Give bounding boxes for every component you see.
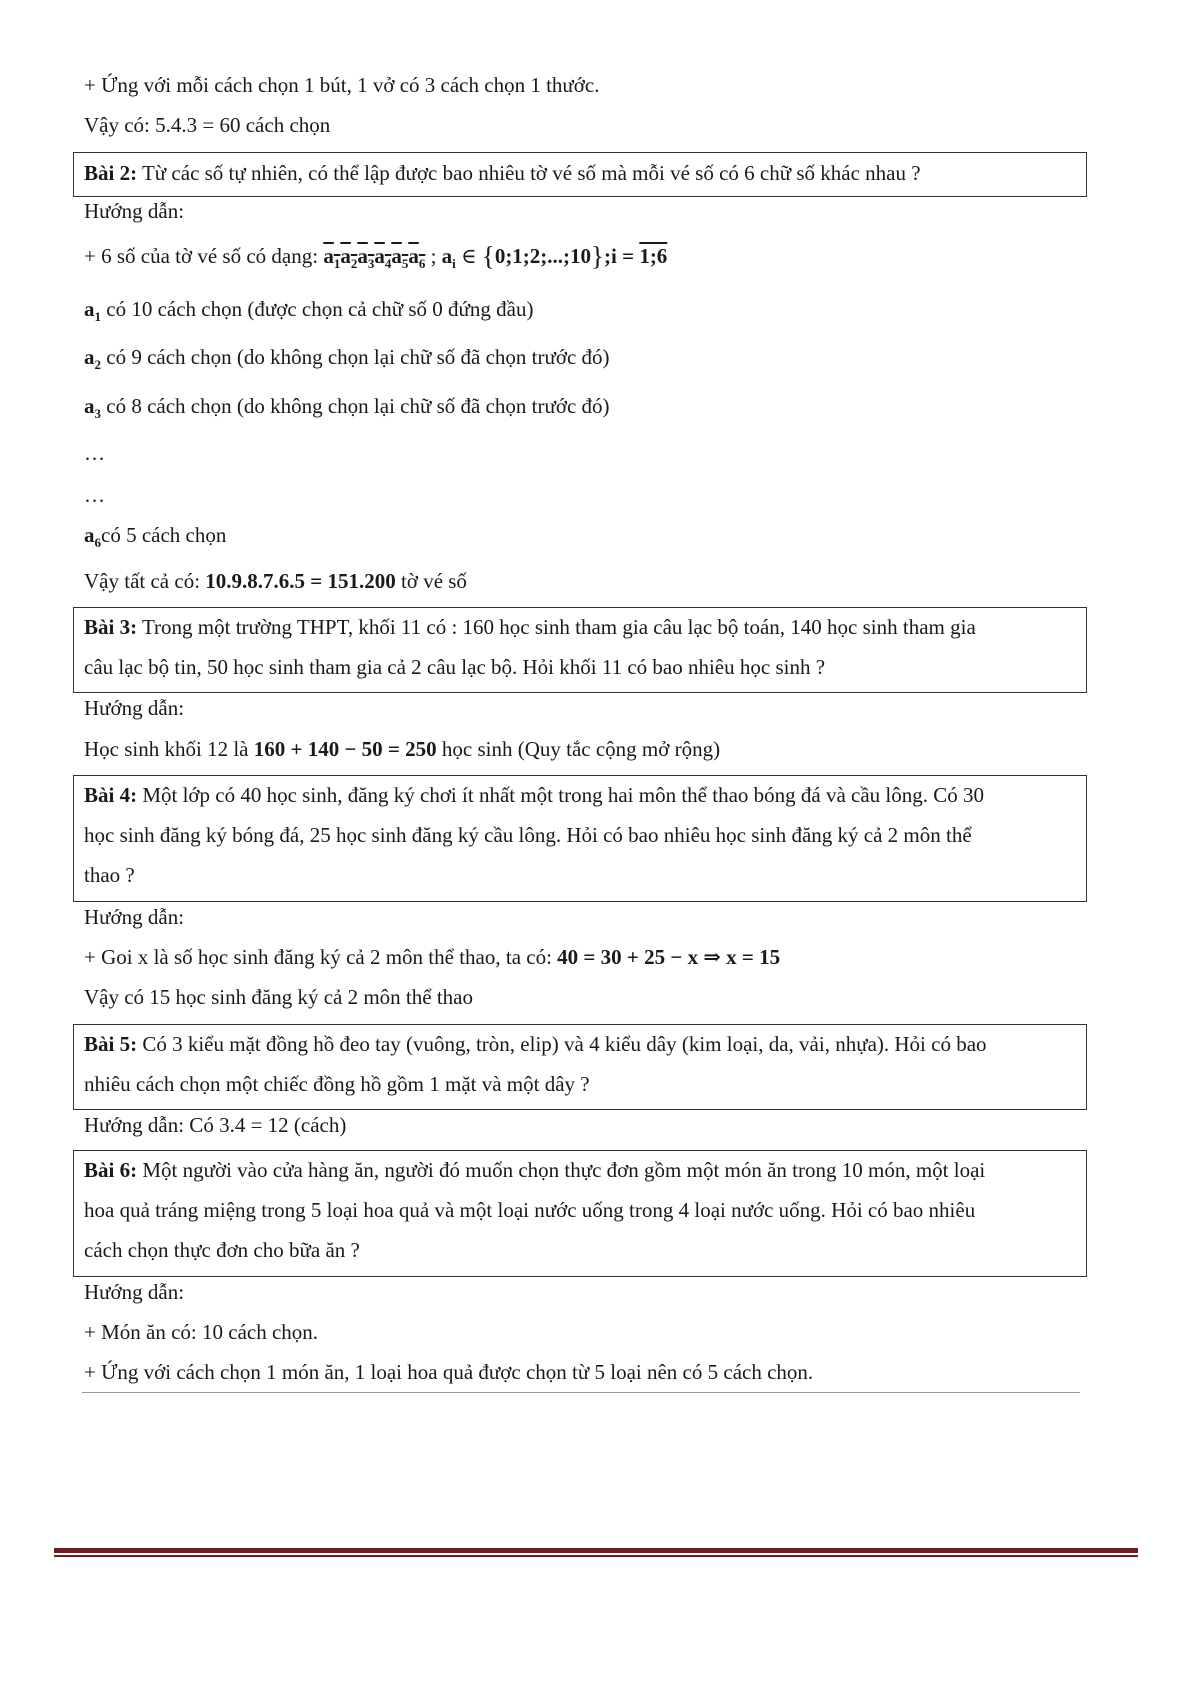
text-span: có 8 cách chọn (do không chọn lại chữ số đã chọn trước đó) [106,394,610,418]
text-span: + Goi x là số học sinh đăng ký cả 2 môn thể thao, ta có: [84,945,558,969]
problem-body: Có 3 kiểu mặt đồng hồ đeo tay (vuông, tròn, elip) và 4 kiểu dây (kim loại, da, vải, nhựa). Hỏi có bao [137,1032,987,1056]
text-line: + Món ăn có: 10 cách chọn. [84,1320,319,1344]
footer-rule [54,1548,1138,1553]
solution-heading: Hướng dẫn: Có 3.4 = 12 (cách) [84,1113,347,1137]
text-span: tờ vé số [395,569,467,593]
math-expr: 160 + 140 − 50 = 250 [253,737,437,761]
solution-heading: Hướng dẫn: [84,1280,185,1304]
footer-rule-thin [54,1555,1138,1557]
problem-label: Bài 3: [84,615,138,639]
problem-text: học sinh đăng ký bóng đá, 25 học sinh đăng ký cầu lông. Hỏi có bao nhiêu học sinh đăng ký cả 2 môn thể [84,823,972,847]
math-var: $a_3$ [84,394,101,421]
text-line [84,393,610,419]
text-span: + 6 số của tờ vé số có dạng: [84,244,324,268]
separator-line [82,1392,1080,1393]
math-set: $a_i$ ∈ {0;1;2;...;10};i = 1;6 [441,241,668,271]
problem-box-5 [73,1024,1087,1110]
text-span: Học sinh khối 12 là [84,737,254,761]
problem-label: Bài 4: [84,783,138,807]
problem-box-3 [73,607,1087,693]
math-sep: ; [425,244,442,268]
text-line [84,243,667,269]
problem-label: Bài 5: [84,1032,138,1056]
math-number-form: $a_1a_2a_3a_4a_5a_6$ [323,244,426,271]
problem-box-6 [73,1150,1087,1277]
math-expr: 10.9.8.7.6.5 = 151.200 [205,569,396,593]
text-line: Vậy có: 5.4.3 = 60 cách chọn [84,113,331,137]
text-line: + Ứng với mỗi cách chọn 1 bút, 1 vở có 3 cách chọn 1 thước. [84,73,600,97]
problem-text: hoa quả tráng miệng trong 5 loại hoa quả và một loại nước uống trong 4 loại nước uống. Hỏi có bao nhiêu [84,1198,976,1222]
text-line [84,944,780,970]
problem-text [84,1157,985,1183]
problem-box-4 [73,775,1087,902]
problem-body: Trong một trường THPT, khối 11 có : 160 học sinh tham gia câu lạc bộ toán, 140 học sinh tham gia [137,615,976,639]
problem-text [84,1031,987,1057]
text-span: có 5 cách chọn [101,523,227,547]
ellipsis: … [84,483,105,507]
solution-heading: Hướng dẫn: [84,696,185,720]
ellipsis: … [84,441,105,465]
text-line [84,568,467,594]
problem-body: Từ các số tự nhiên, có thể lập được bao nhiêu tờ vé số mà mỗi vé số có 6 chữ số khác nhau ? [137,161,921,185]
solution-heading: Hướng dẫn: [84,905,185,929]
math-expr: 40 = 30 + 25 − x ⇒ x = 15 [557,945,781,969]
problem-text [84,160,921,186]
text-line: + Ứng với cách chọn 1 món ăn, 1 loại hoa quả được chọn từ 5 loại nên có 5 cách chọn. [84,1360,814,1384]
problem-text: cách chọn thực đơn cho bữa ăn ? [84,1238,360,1262]
solution-heading: Hướng dẫn: [84,199,185,223]
text-line [84,522,226,548]
text-line [84,736,720,762]
problem-label: Bài 2: [84,161,138,185]
text-span: học sinh (Quy tắc cộng mở rộng) [436,737,721,761]
problem-box-2 [73,152,1087,197]
problem-body: Một người vào cửa hàng ăn, người đó muốn chọn thực đơn gồm một món ăn trong 10 món, một loại [137,1158,986,1182]
math-var: $a_1$ [84,297,101,324]
problem-text [84,614,976,640]
text-span: Vậy tất cả có: [84,569,206,593]
text-span: có 9 cách chọn (do không chọn lại chữ số đã chọn trước đó) [106,345,610,369]
problem-text [84,782,984,808]
math-var: $a_2$ [84,345,101,372]
problem-text: câu lạc bộ tin, 50 học sinh tham gia cả 2 câu lạc bộ. Hỏi khối 11 có bao nhiêu học sinh ? [84,655,826,679]
problem-label: Bài 6: [84,1158,138,1182]
text-span: có 10 cách chọn (được chọn cả chữ số 0 đứng đầu) [106,297,534,321]
problem-text: thao ? [84,863,135,887]
text-line [84,296,533,322]
text-line [84,344,610,370]
problem-body: Một lớp có 40 học sinh, đăng ký chơi ít nhất một trong hai môn thể thao bóng đá và cầu lông. Có 30 [137,783,985,807]
problem-text: nhiêu cách chọn một chiếc đồng hồ gồm 1 mặt và một dây ? [84,1072,590,1096]
math-var: $a_6$ [84,523,101,550]
text-line: Vậy có 15 học sinh đăng ký cả 2 môn thể thao [84,985,473,1009]
